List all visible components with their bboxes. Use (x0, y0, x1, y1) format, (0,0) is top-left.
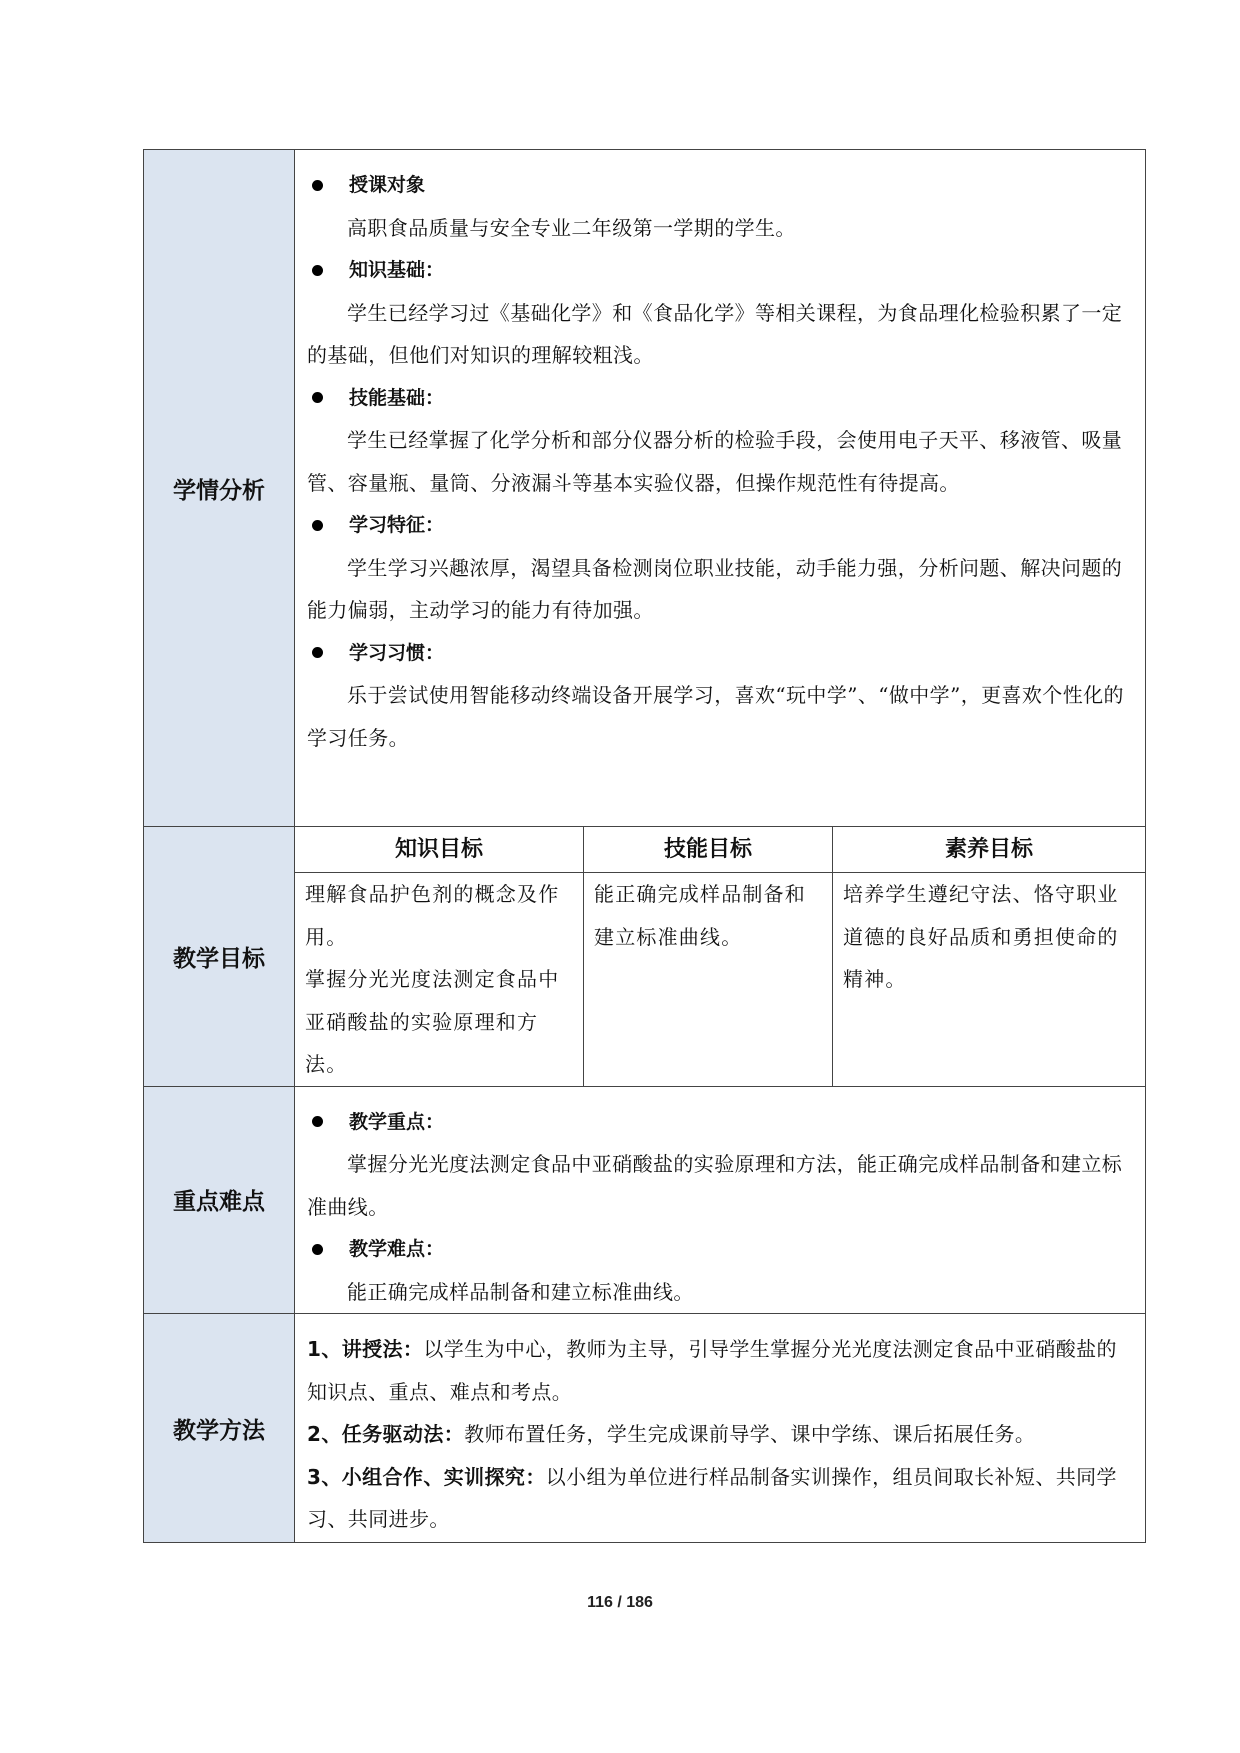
goal-literacy-cell (833, 873, 1146, 1086)
section-content (295, 150, 1146, 827)
bullet-dot-icon (312, 180, 323, 191)
paragraph: 学生学习兴趣浓厚，渴望具备检测岗位职业技能，动手能力强，分析问题、解决问题的能力偏弱，主动学习的能力有待加强。 (307, 555, 1123, 622)
bullet-dot-icon (312, 520, 323, 531)
bullet-dot-icon (312, 265, 323, 276)
bullet-heading: 学习习惯： (307, 632, 1133, 675)
bullet-dot-icon (312, 647, 323, 658)
bullet-heading: 学习特征： (307, 504, 1133, 547)
section-content (295, 1086, 1146, 1314)
bullet-heading: 教学难点： (307, 1228, 1133, 1271)
goals-table (295, 827, 1145, 1086)
method-item: 2、任务驱动法：教师布置任务，学生完成课前导学、课中学练、课后拓展任务。 (307, 1422, 1036, 1446)
section-label: 教学目标 (144, 827, 295, 1087)
paragraph: 乐于尝试使用智能移动终端设备开展学习，喜欢“玩中学”、“做中学”，更喜欢个性化的学习任务。 (307, 683, 1124, 750)
method-item: 3、小组合作、实训探究：以小组为单位进行样品制备实训操作，组员间取长补短、共同学习、共同进步。 (307, 1464, 1117, 1531)
paragraph: 能正确完成样品制备和建立标准曲线。 (347, 1279, 694, 1304)
goal-header-knowledge: 知识目标 (295, 827, 584, 873)
section-label: 教学方法 (144, 1314, 295, 1543)
goal-literacy-text: 培养学生遵纪守法、恪守职业道德的良好品质和勇担使命的精神。 (843, 882, 1119, 991)
goal-knowledge-item: 理解食品护色剂的概念及作用。 (305, 882, 560, 949)
bullet-dot-icon (312, 392, 323, 403)
paragraph: 高职食品质量与安全专业二年级第一学期的学生。 (347, 215, 796, 240)
paragraph: 学生已经掌握了化学分析和部分仪器分析的检验手段，会使用电子天平、移液管、吸量管、容量瓶、量筒、分液漏斗等基本实验仪器，但操作规范性有待提高。 (307, 428, 1123, 495)
goal-knowledge-cell (295, 873, 584, 1086)
section-content (295, 1314, 1146, 1543)
method-item: 1、讲授法：以学生为中心，教师为主导，引导学生掌握分光光度法测定食品中亚硝酸盐的知识点、重点、难点和考点。 (307, 1337, 1117, 1404)
section-content (295, 827, 1146, 1087)
goal-header-literacy: 素养目标 (833, 827, 1146, 873)
section-teaching-methods (144, 1314, 1146, 1543)
section-teaching-goals (144, 827, 1146, 1087)
bullet-heading: 教学重点： (307, 1101, 1133, 1144)
section-student-analysis (144, 150, 1146, 827)
goal-skill-text: 能正确完成样品制备和建立标准曲线。 (594, 882, 806, 949)
lesson-plan-table (143, 149, 1146, 1543)
page-number: 116 / 186 (587, 1594, 653, 1611)
paragraph: 学生已经学习过《基础化学》和《食品化学》等相关课程，为食品理化检验积累了一定的基础，但他们对知识的理解较粗浅。 (307, 300, 1123, 367)
goal-header-skill: 技能目标 (584, 827, 833, 873)
bullet-heading: 授课对象 (307, 164, 1133, 207)
bullet-heading: 技能基础： (307, 377, 1133, 420)
bullet-dot-icon (312, 1116, 323, 1127)
section-key-points (144, 1086, 1146, 1314)
section-label: 重点难点 (144, 1086, 295, 1314)
bullet-heading: 知识基础： (307, 249, 1133, 292)
goal-skill-cell (584, 873, 833, 1086)
goal-knowledge-item: 掌握分光光度法测定食品中亚硝酸盐的实验原理和方法。 (305, 967, 560, 1076)
paragraph: 掌握分光光度法测定食品中亚硝酸盐的实验原理和方法，能正确完成样品制备和建立标准曲线。 (307, 1152, 1123, 1219)
section-label: 学情分析 (144, 150, 295, 827)
bullet-dot-icon (312, 1244, 323, 1255)
